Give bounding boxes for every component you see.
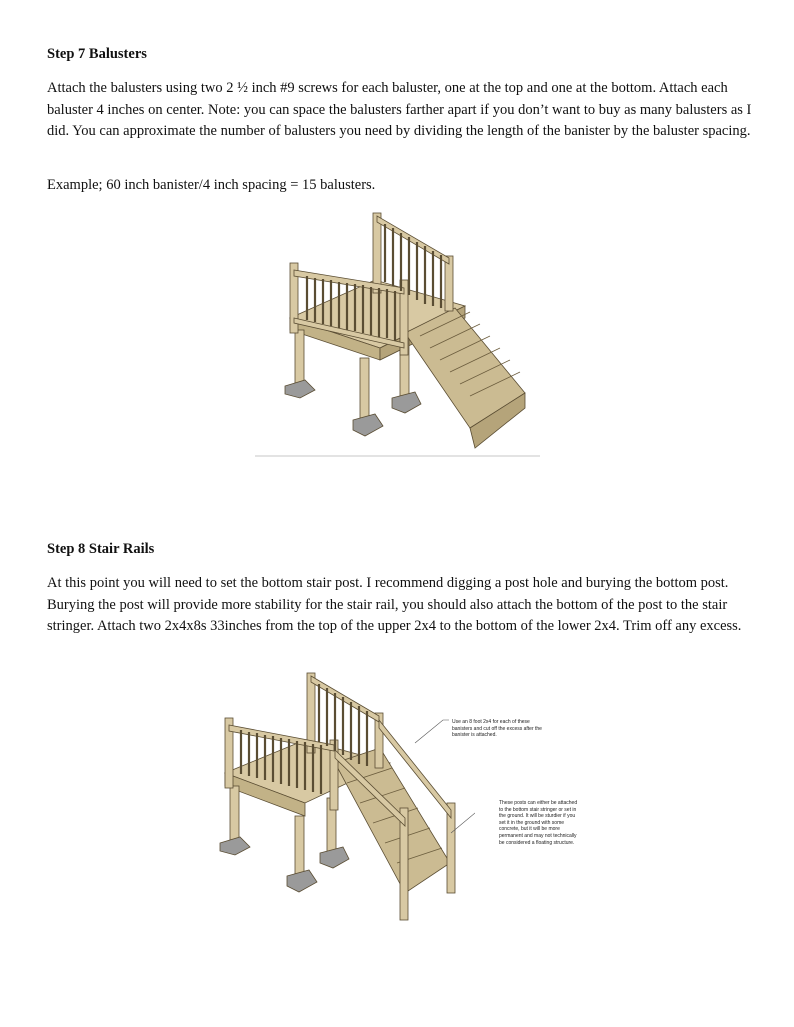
callout-posts: These posts can either be attached to the bottom stair stringer or set in the ground. It will be sturdier if you set it in the ground with some concrete, but it will be more permanent and may not technically be considered a floating structure. xyxy=(499,800,578,846)
step7-example: Example; 60 inch banister/4 inch spacing = 15 balusters. xyxy=(47,177,376,193)
stair-rails-illustration xyxy=(215,668,475,924)
deck-balusters-illustration xyxy=(255,208,545,460)
step7-heading: Step 7 Balusters xyxy=(47,46,147,62)
step7-paragraph: Attach the balusters using two 2 ½ inch #9 screws for each baluster, one at the top and one at the bottom. Attach each baluster 4 inches on center. Note: you can space the balusters farther apart if you don’t want to buy as many balusters as I did. You can approximate the number of balusters you need by dividing the length of the banister by the baluster spacing. xyxy=(47,80,752,140)
step8-heading: Step 8 Stair Rails xyxy=(47,541,155,557)
step8-paragraph: At this point you will need to set the bottom stair post. I recommend digging a post hole and burying the bottom post. Burying the post will provide more stability for the stair rail, you should also attach the bottom of the post to the stair stringer. Attach two 2x4x8s 33inches from the top of the upper 2x4 to the bottom of the lower 2x4. Trim off any excess. xyxy=(47,575,742,635)
callout-banisters: Use an 8 foot 2x4 for each of these banisters and cut off the excess after the banister is attached. xyxy=(452,719,542,739)
